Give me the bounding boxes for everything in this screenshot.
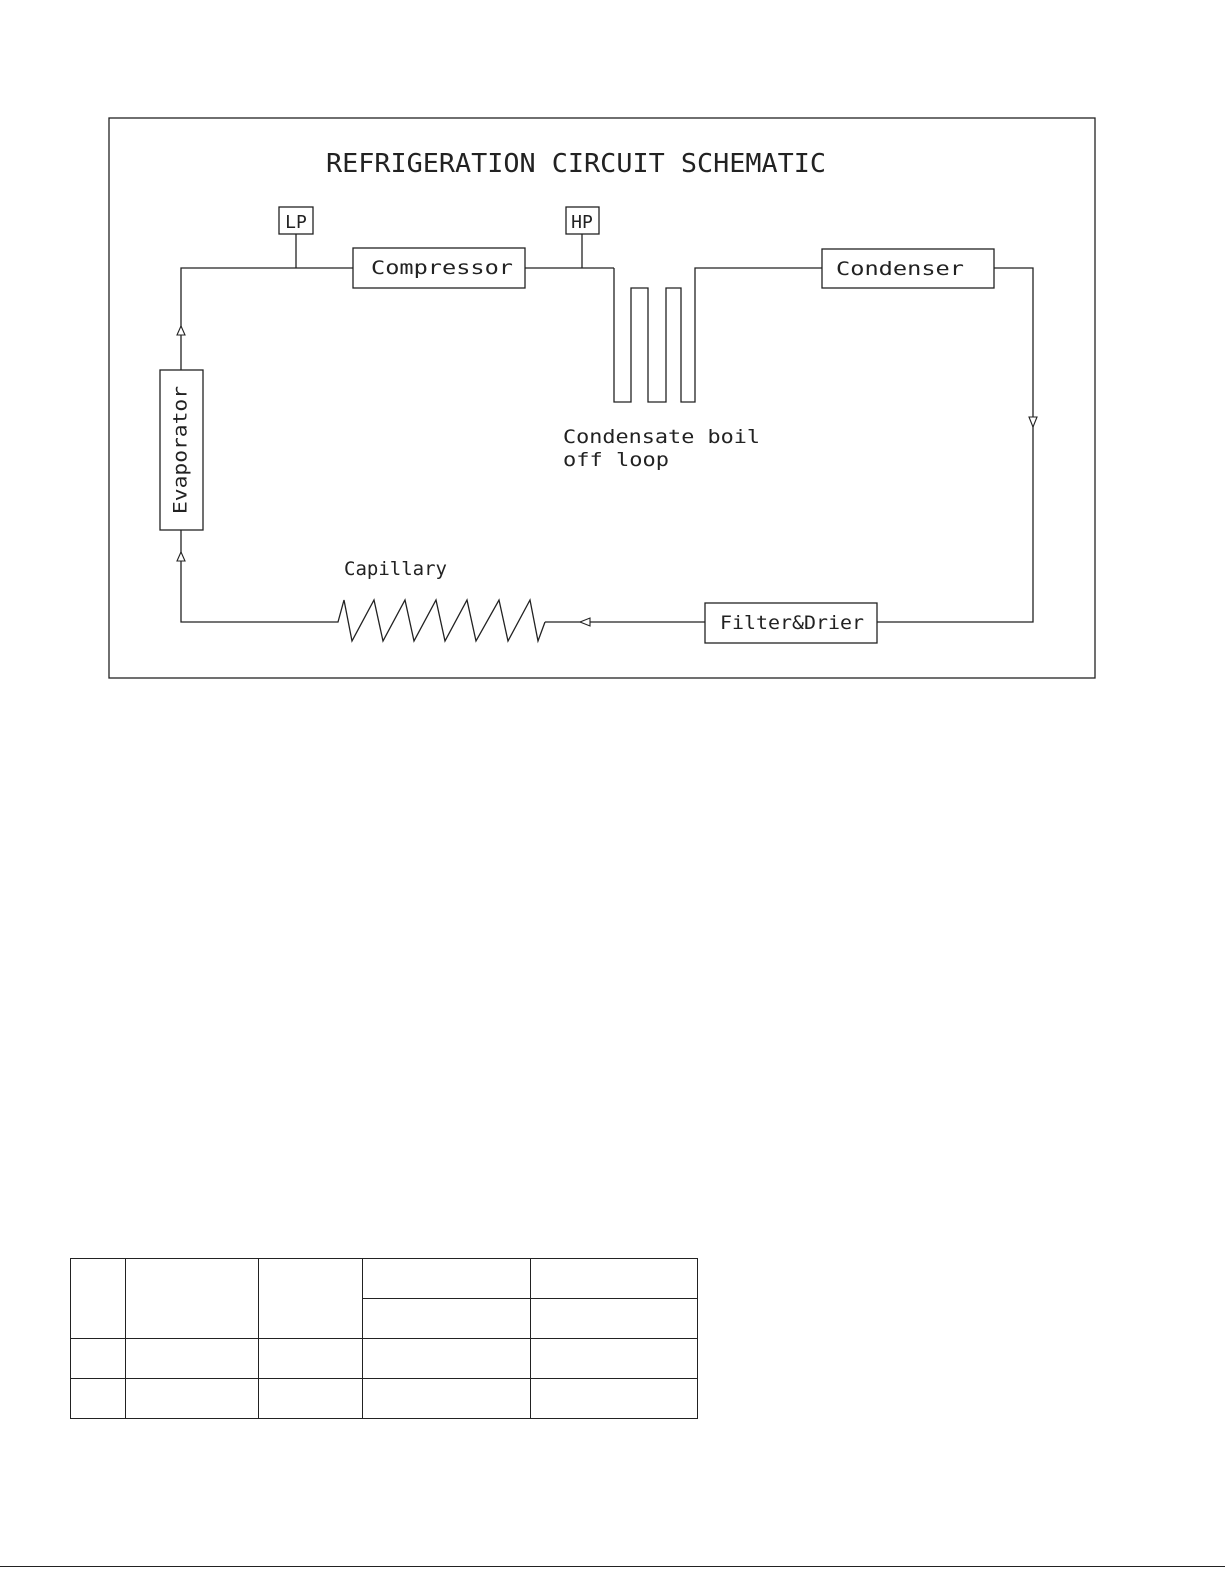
table-cell (531, 1259, 698, 1299)
table-cell (363, 1339, 531, 1379)
flow-arrow-icon (177, 552, 185, 561)
table-cell (71, 1259, 126, 1339)
boil-off-loop-label-line2: off loop (563, 449, 669, 471)
filter-drier-label: Filter&Drier (720, 612, 864, 634)
table-cell (363, 1379, 531, 1419)
compressor-label: Compressor (371, 257, 513, 279)
table-cell (126, 1259, 259, 1339)
evaporator (160, 370, 203, 530)
table-cell (363, 1259, 531, 1299)
table-cell (126, 1339, 259, 1379)
hp-gauge-label: HP (571, 212, 593, 233)
schematic-frame (109, 118, 1095, 678)
table-cell (259, 1339, 363, 1379)
evaporator-label: Evaporator (169, 399, 192, 514)
lp-gauge-label: LP (285, 212, 307, 233)
schematic-title: REFRIGERATION CIRCUIT SCHEMATIC (326, 149, 826, 179)
spec-table (70, 1258, 698, 1419)
lp-gauge (279, 207, 313, 234)
condenser-label: Condenser (836, 258, 964, 280)
table-cell (126, 1379, 259, 1419)
compressor (353, 248, 525, 288)
boil-off-loop-label-line1: Condensate boil (563, 426, 760, 448)
capillary-coil (181, 530, 545, 641)
condenser (822, 249, 994, 288)
hp-gauge (566, 207, 599, 234)
table-row (71, 1259, 698, 1299)
capillary-label: Capillary (344, 558, 447, 580)
table-row (71, 1339, 698, 1379)
table-cell (71, 1339, 126, 1379)
table-cell (531, 1299, 698, 1339)
table-cell (531, 1379, 698, 1419)
table-row (71, 1379, 698, 1419)
filter-drier (705, 603, 877, 643)
refrigeration-schematic (0, 0, 1225, 720)
table-cell (71, 1379, 126, 1419)
page-bottom-rule (0, 1566, 1225, 1567)
table-cell (363, 1299, 531, 1339)
table-cell (259, 1379, 363, 1419)
flow-arrow-icon (580, 618, 590, 626)
flow-arrow-icon (1029, 417, 1037, 427)
table-cell (259, 1259, 363, 1339)
flow-arrow-icon (177, 326, 185, 335)
table-cell (531, 1339, 698, 1379)
